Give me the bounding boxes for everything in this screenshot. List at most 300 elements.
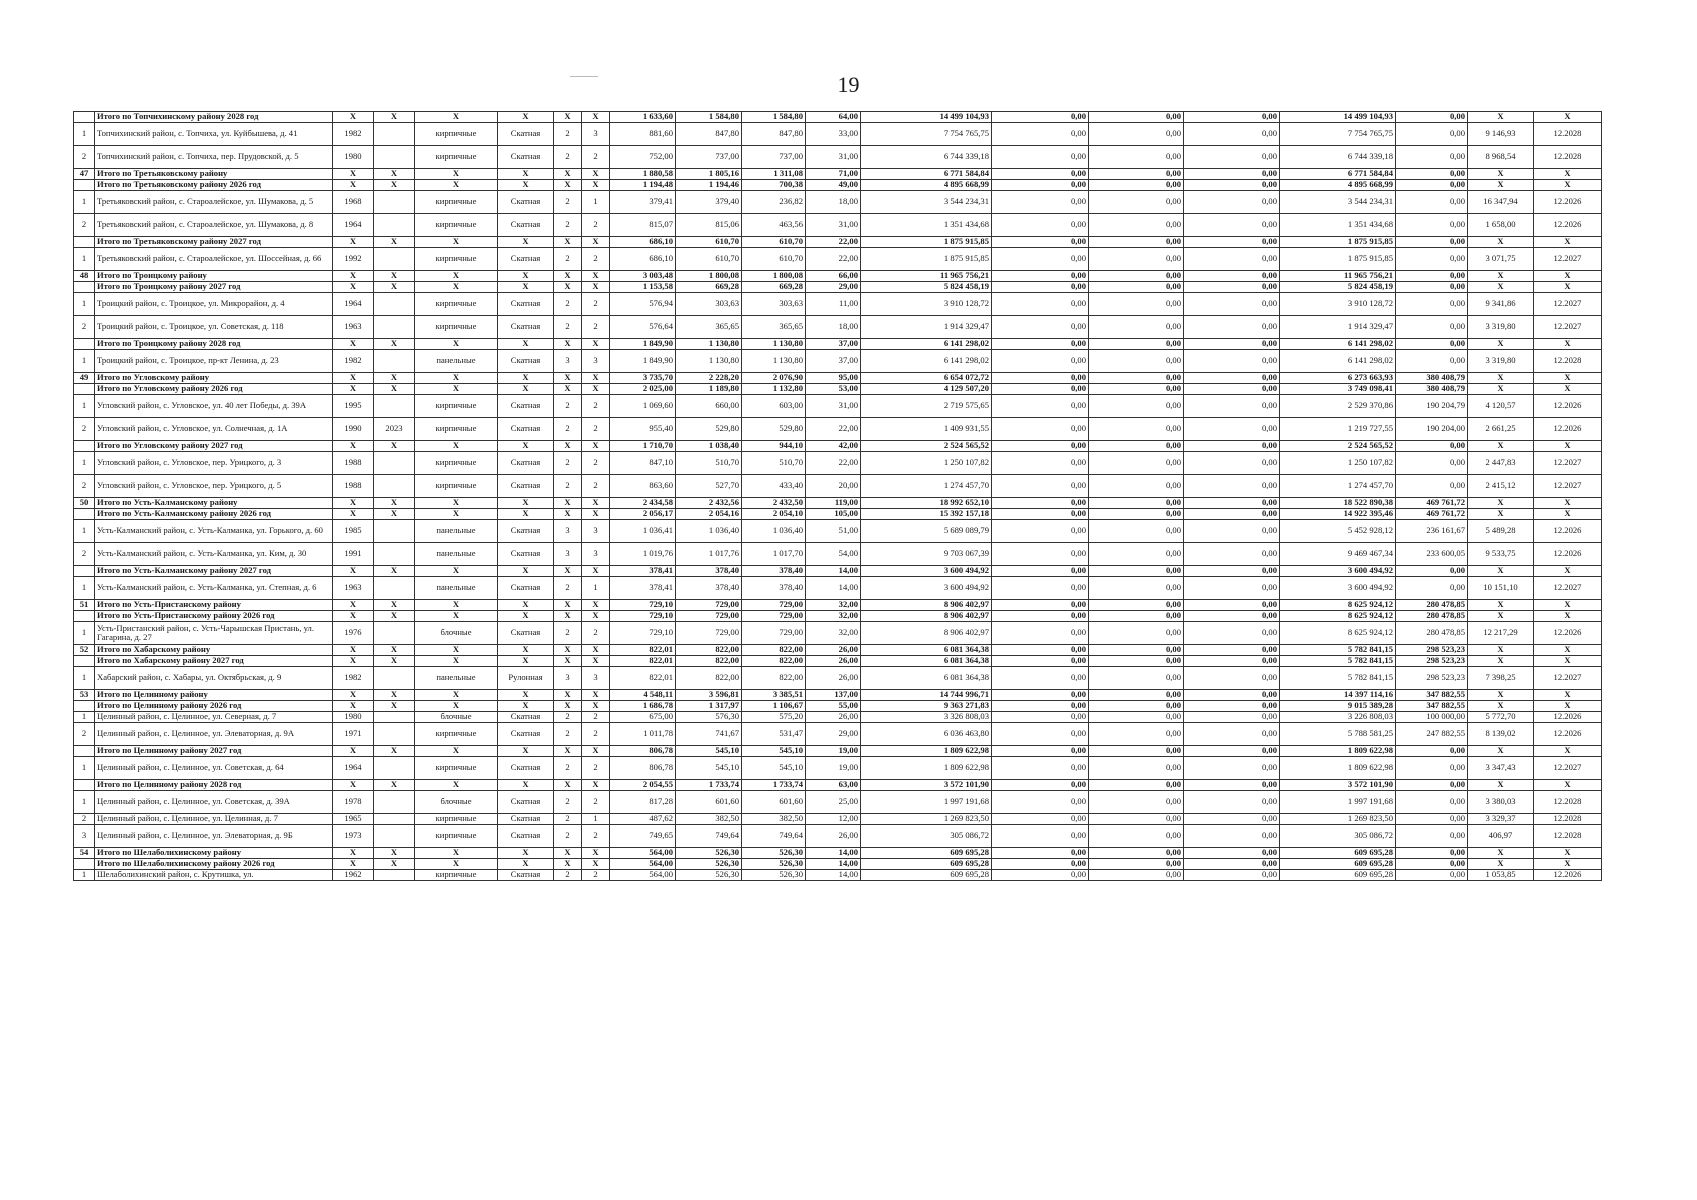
subtotal-row: [74, 600, 1602, 611]
subtotal-row: [74, 498, 1602, 509]
cell-total-cost: 14 499 104,93: [861, 112, 992, 123]
cell-total-cost: 1 274 457,70: [861, 475, 992, 498]
cell-private-area: 1 036,40: [742, 520, 806, 543]
cell-private-area: 526,30: [742, 859, 806, 870]
cell-unit-cost: X: [1468, 169, 1534, 180]
cell-regional-budget: 0,00: [1089, 870, 1184, 881]
cell-residents: 53,00: [806, 384, 861, 395]
cell-local-budget: 0,00: [1184, 791, 1280, 814]
cell-residential-area: 510,70: [676, 452, 742, 475]
cell-completion-date: X: [1534, 780, 1602, 791]
cell-regional-budget: 0,00: [1089, 757, 1184, 780]
cell-year-built: 1964: [333, 293, 374, 316]
cell-roof-type: Скатная: [498, 146, 554, 169]
cell-local-budget: 0,00: [1184, 169, 1280, 180]
cell-roof-type: X: [498, 373, 554, 384]
cell-completion-date: 12.2026: [1534, 723, 1602, 746]
cell-wall-material: X: [415, 859, 498, 870]
subtotal-row: [74, 566, 1602, 577]
cell-unit-cost: X: [1468, 441, 1534, 452]
cell-row-number: [74, 859, 95, 870]
cell-other-funds: 380 408,79: [1396, 384, 1468, 395]
subtotal-row: [74, 373, 1602, 384]
cell-roof-type: X: [498, 112, 554, 123]
cell-year-reconstructed: [374, 520, 415, 543]
cell-fund-support: 0,00: [992, 293, 1089, 316]
cell-private-area: 729,00: [742, 611, 806, 622]
cell-row-number: [74, 384, 95, 395]
cell-total-area: 955,40: [610, 418, 676, 441]
cell-fund-support: 0,00: [992, 656, 1089, 667]
cell-year-built: 1968: [333, 191, 374, 214]
cell-wall-material: панельные: [415, 667, 498, 690]
cell-fund-support: 0,00: [992, 350, 1089, 373]
cell-local-budget: 0,00: [1184, 282, 1280, 293]
cell-residential-area: 729,00: [676, 611, 742, 622]
cell-address: Итого по Усть-Пристанскому району: [95, 600, 333, 611]
cell-residents: 95,00: [806, 373, 861, 384]
cell-entrances: 2: [582, 214, 610, 237]
subtotal-row: [74, 271, 1602, 282]
cell-roof-type: Рулонная: [498, 667, 554, 690]
cell-regional-budget: 0,00: [1089, 622, 1184, 645]
cell-other-funds: 469 761,72: [1396, 498, 1468, 509]
cell-regional-budget: 0,00: [1089, 859, 1184, 870]
cell-total-cost: 3 600 494,92: [861, 577, 992, 600]
cell-entrances: 2: [582, 475, 610, 498]
cell-fund-support: 0,00: [992, 169, 1089, 180]
cell-wall-material: панельные: [415, 350, 498, 373]
cell-completion-date: X: [1534, 690, 1602, 701]
cell-other-funds: 0,00: [1396, 339, 1468, 350]
cell-year-built: X: [333, 780, 374, 791]
cell-roof-type: Скатная: [498, 293, 554, 316]
cell-row-number: 1: [74, 350, 95, 373]
cell-unit-cost: X: [1468, 339, 1534, 350]
cell-residents: 12,00: [806, 814, 861, 825]
cell-owners-funds: 3 600 494,92: [1280, 566, 1396, 577]
cell-year-reconstructed: [374, 825, 415, 848]
cell-roof-type: X: [498, 169, 554, 180]
cell-address: Целинный район, с. Целинное, ул. Советская, д. 64: [95, 757, 333, 780]
cell-private-area: 3 385,51: [742, 690, 806, 701]
cell-year-reconstructed: [374, 667, 415, 690]
cell-floors: 2: [554, 452, 582, 475]
cell-owners-funds: 9 015 389,28: [1280, 701, 1396, 712]
cell-residents: 22,00: [806, 248, 861, 271]
cell-residents: 54,00: [806, 543, 861, 566]
cell-fund-support: 0,00: [992, 870, 1089, 881]
cell-roof-type: X: [498, 498, 554, 509]
cell-owners-funds: 3 749 098,41: [1280, 384, 1396, 395]
cell-residents: 26,00: [806, 645, 861, 656]
cell-completion-date: X: [1534, 441, 1602, 452]
cell-total-area: 576,64: [610, 316, 676, 339]
cell-other-funds: 298 523,23: [1396, 645, 1468, 656]
cell-row-number: [74, 746, 95, 757]
cell-residential-area: 610,70: [676, 248, 742, 271]
cell-residential-area: 382,50: [676, 814, 742, 825]
cell-private-area: 729,00: [742, 600, 806, 611]
cell-fund-support: 0,00: [992, 566, 1089, 577]
cell-regional-budget: 0,00: [1089, 271, 1184, 282]
cell-total-cost: 9 363 271,83: [861, 701, 992, 712]
cell-roof-type: X: [498, 180, 554, 191]
cell-floors: X: [554, 600, 582, 611]
cell-owners-funds: 1 250 107,82: [1280, 452, 1396, 475]
cell-year-built: 1973: [333, 825, 374, 848]
cell-residents: 64,00: [806, 112, 861, 123]
cell-residents: 49,00: [806, 180, 861, 191]
cell-floors: X: [554, 848, 582, 859]
cell-entrances: X: [582, 112, 610, 123]
cell-regional-budget: 0,00: [1089, 282, 1184, 293]
cell-residents: 37,00: [806, 339, 861, 350]
cell-owners-funds: 8 625 924,12: [1280, 611, 1396, 622]
cell-private-area: 545,10: [742, 757, 806, 780]
cell-total-area: 817,28: [610, 791, 676, 814]
cell-year-built: 1964: [333, 214, 374, 237]
cell-local-budget: 0,00: [1184, 339, 1280, 350]
cell-unit-cost: 9 146,93: [1468, 123, 1534, 146]
cell-owners-funds: 3 226 808,03: [1280, 712, 1396, 723]
cell-total-area: 686,10: [610, 237, 676, 248]
cell-fund-support: 0,00: [992, 690, 1089, 701]
cell-total-area: 729,10: [610, 600, 676, 611]
cell-regional-budget: 0,00: [1089, 746, 1184, 757]
cell-year-built: X: [333, 441, 374, 452]
cell-completion-date: 12.2028: [1534, 146, 1602, 169]
cell-residential-area: 1 036,40: [676, 520, 742, 543]
cell-regional-budget: 0,00: [1089, 146, 1184, 169]
cell-other-funds: 0,00: [1396, 452, 1468, 475]
cell-year-reconstructed: [374, 475, 415, 498]
cell-address: Усть-Калманский район, с. Усть-Калманка, ул. Горького, д. 60: [95, 520, 333, 543]
cell-year-built: X: [333, 859, 374, 870]
cell-floors: 2: [554, 723, 582, 746]
cell-floors: X: [554, 282, 582, 293]
cell-floors: X: [554, 746, 582, 757]
cell-year-built: X: [333, 611, 374, 622]
cell-row-number: 2: [74, 316, 95, 339]
cell-roof-type: X: [498, 690, 554, 701]
cell-owners-funds: 1 809 622,98: [1280, 757, 1396, 780]
cell-residential-area: 378,40: [676, 577, 742, 600]
cell-total-cost: 6 081 364,38: [861, 645, 992, 656]
cell-residential-area: 822,00: [676, 667, 742, 690]
cell-year-reconstructed: X: [374, 498, 415, 509]
cell-year-reconstructed: [374, 712, 415, 723]
cell-entrances: 2: [582, 418, 610, 441]
cell-year-reconstructed: X: [374, 373, 415, 384]
cell-residential-area: 815,06: [676, 214, 742, 237]
cell-regional-budget: 0,00: [1089, 112, 1184, 123]
cell-year-reconstructed: [374, 350, 415, 373]
cell-year-built: X: [333, 384, 374, 395]
cell-wall-material: X: [415, 112, 498, 123]
cell-fund-support: 0,00: [992, 441, 1089, 452]
cell-year-built: X: [333, 600, 374, 611]
cell-completion-date: 12.2028: [1534, 791, 1602, 814]
cell-floors: X: [554, 498, 582, 509]
cell-private-area: 1 017,70: [742, 543, 806, 566]
cell-other-funds: 0,00: [1396, 780, 1468, 791]
cell-private-area: 2 076,90: [742, 373, 806, 384]
cell-private-area: 737,00: [742, 146, 806, 169]
cell-other-funds: 190 204,00: [1396, 418, 1468, 441]
cell-residents: 26,00: [806, 667, 861, 690]
cell-address: Итого по Угловскому району 2027 год: [95, 441, 333, 452]
cell-total-area: 378,41: [610, 566, 676, 577]
cell-entrances: X: [582, 848, 610, 859]
cell-regional-budget: 0,00: [1089, 498, 1184, 509]
cell-entrances: 3: [582, 667, 610, 690]
cell-fund-support: 0,00: [992, 645, 1089, 656]
cell-residential-area: 1 017,76: [676, 543, 742, 566]
cell-year-built: 1982: [333, 350, 374, 373]
cell-local-budget: 0,00: [1184, 395, 1280, 418]
cell-row-number: [74, 566, 95, 577]
table-row: [74, 475, 1602, 498]
cell-unit-cost: X: [1468, 701, 1534, 712]
cell-entrances: 3: [582, 543, 610, 566]
cell-regional-budget: 0,00: [1089, 191, 1184, 214]
cell-private-area: 603,00: [742, 395, 806, 418]
cell-row-number: 52: [74, 645, 95, 656]
cell-regional-budget: 0,00: [1089, 701, 1184, 712]
cell-entrances: X: [582, 373, 610, 384]
cell-year-built: X: [333, 339, 374, 350]
cell-year-reconstructed: [374, 723, 415, 746]
cell-roof-type: X: [498, 566, 554, 577]
cell-other-funds: 0,00: [1396, 180, 1468, 191]
cell-local-budget: 0,00: [1184, 293, 1280, 316]
cell-owners-funds: 1 809 622,98: [1280, 746, 1396, 757]
cell-residential-area: 1 733,74: [676, 780, 742, 791]
table-row: [74, 395, 1602, 418]
cell-completion-date: X: [1534, 112, 1602, 123]
cell-local-budget: 0,00: [1184, 645, 1280, 656]
cell-year-built: 1982: [333, 123, 374, 146]
cell-unit-cost: X: [1468, 282, 1534, 293]
cell-roof-type: X: [498, 600, 554, 611]
cell-wall-material: X: [415, 600, 498, 611]
cell-completion-date: 12.2027: [1534, 293, 1602, 316]
cell-year-reconstructed: X: [374, 656, 415, 667]
cell-fund-support: 0,00: [992, 498, 1089, 509]
cell-total-area: 1 633,60: [610, 112, 676, 123]
cell-residents: 55,00: [806, 701, 861, 712]
table-row: [74, 316, 1602, 339]
cell-wall-material: кирпичные: [415, 825, 498, 848]
cell-address: Итого по Троицкому району: [95, 271, 333, 282]
subtotal-row: [74, 656, 1602, 667]
cell-owners-funds: 6 141 298,02: [1280, 350, 1396, 373]
cell-residents: 19,00: [806, 746, 861, 757]
cell-completion-date: X: [1534, 180, 1602, 191]
cell-year-built: X: [333, 690, 374, 701]
cell-private-area: 433,40: [742, 475, 806, 498]
cell-completion-date: 12.2026: [1534, 418, 1602, 441]
cell-total-cost: 609 695,28: [861, 848, 992, 859]
cell-residents: 18,00: [806, 191, 861, 214]
cell-address: Итого по Третьяковскому району 2027 год: [95, 237, 333, 248]
cell-floors: X: [554, 566, 582, 577]
cell-wall-material: X: [415, 237, 498, 248]
cell-year-built: X: [333, 509, 374, 520]
cell-owners-funds: 3 910 128,72: [1280, 293, 1396, 316]
cell-residential-area: 1 194,46: [676, 180, 742, 191]
cell-residents: 66,00: [806, 271, 861, 282]
cell-address: Троицкий район, с. Троицкое, пр-кт Ленина, д. 23: [95, 350, 333, 373]
cell-row-number: 3: [74, 825, 95, 848]
cell-floors: X: [554, 169, 582, 180]
cell-fund-support: 0,00: [992, 701, 1089, 712]
cell-residents: 51,00: [806, 520, 861, 543]
cell-row-number: [74, 509, 95, 520]
cell-entrances: 2: [582, 723, 610, 746]
cell-other-funds: 298 523,23: [1396, 667, 1468, 690]
cell-wall-material: кирпичные: [415, 452, 498, 475]
cell-year-reconstructed: X: [374, 282, 415, 293]
cell-floors: 2: [554, 622, 582, 645]
cell-address: Целинный район, с. Целинное, ул. Северная, д. 7: [95, 712, 333, 723]
cell-total-cost: 8 906 402,97: [861, 622, 992, 645]
cell-total-area: 1 686,78: [610, 701, 676, 712]
cell-private-area: 700,38: [742, 180, 806, 191]
cell-regional-budget: 0,00: [1089, 566, 1184, 577]
cell-row-number: [74, 656, 95, 667]
cell-address: Третьяковский район, с. Староалейское, ул. Шумакова, д. 8: [95, 214, 333, 237]
cell-private-area: 1 130,80: [742, 339, 806, 350]
cell-floors: 2: [554, 757, 582, 780]
cell-row-number: [74, 611, 95, 622]
cell-owners-funds: 5 782 841,15: [1280, 656, 1396, 667]
cell-residents: 11,00: [806, 293, 861, 316]
cell-floors: X: [554, 373, 582, 384]
cell-regional-budget: 0,00: [1089, 712, 1184, 723]
cell-local-budget: 0,00: [1184, 656, 1280, 667]
cell-address: Угловский район, с. Угловское, ул. 40 лет Победы, д. 39А: [95, 395, 333, 418]
cell-total-area: 1 194,48: [610, 180, 676, 191]
cell-total-cost: 6 036 463,80: [861, 723, 992, 746]
cell-entrances: X: [582, 600, 610, 611]
table-row: [74, 350, 1602, 373]
cell-private-area: 545,10: [742, 746, 806, 757]
cell-year-built: 1963: [333, 316, 374, 339]
cell-year-reconstructed: 2023: [374, 418, 415, 441]
cell-other-funds: 0,00: [1396, 848, 1468, 859]
cell-floors: X: [554, 271, 582, 282]
cell-residential-area: 545,10: [676, 757, 742, 780]
cell-owners-funds: 5 788 581,25: [1280, 723, 1396, 746]
cell-total-cost: 1 809 622,98: [861, 746, 992, 757]
cell-private-area: 1 106,67: [742, 701, 806, 712]
cell-residential-area: 303,63: [676, 293, 742, 316]
cell-unit-cost: X: [1468, 566, 1534, 577]
cell-other-funds: 298 523,23: [1396, 656, 1468, 667]
cell-total-cost: 18 992 652,10: [861, 498, 992, 509]
cell-regional-budget: 0,00: [1089, 509, 1184, 520]
cell-private-area: 378,40: [742, 577, 806, 600]
cell-wall-material: X: [415, 384, 498, 395]
cell-address: Хабарский район, с. Хабары, ул. Октябрьская, д. 9: [95, 667, 333, 690]
cell-local-budget: 0,00: [1184, 316, 1280, 339]
cell-year-built: X: [333, 180, 374, 191]
cell-total-area: 729,10: [610, 622, 676, 645]
cell-roof-type: Скатная: [498, 418, 554, 441]
cell-regional-budget: 0,00: [1089, 384, 1184, 395]
cell-wall-material: кирпичные: [415, 395, 498, 418]
cell-year-reconstructed: [374, 395, 415, 418]
cell-unit-cost: 9 533,75: [1468, 543, 1534, 566]
cell-private-area: 382,50: [742, 814, 806, 825]
cell-residents: 42,00: [806, 441, 861, 452]
cell-completion-date: X: [1534, 701, 1602, 712]
cell-completion-date: X: [1534, 566, 1602, 577]
cell-roof-type: Скатная: [498, 214, 554, 237]
cell-year-reconstructed: X: [374, 180, 415, 191]
cell-unit-cost: 10 151,10: [1468, 577, 1534, 600]
cell-private-area: 610,70: [742, 237, 806, 248]
cell-floors: X: [554, 690, 582, 701]
cell-owners-funds: 1 875 915,85: [1280, 237, 1396, 248]
cell-entrances: 2: [582, 825, 610, 848]
cell-owners-funds: 609 695,28: [1280, 848, 1396, 859]
cell-entrances: X: [582, 701, 610, 712]
cell-unit-cost: 1 053,85: [1468, 870, 1534, 881]
table-row: [74, 791, 1602, 814]
cell-other-funds: 0,00: [1396, 757, 1468, 780]
cell-entrances: 2: [582, 316, 610, 339]
cell-address: Итого по Хабарскому району: [95, 645, 333, 656]
cell-other-funds: 0,00: [1396, 859, 1468, 870]
cell-local-budget: 0,00: [1184, 543, 1280, 566]
cell-wall-material: X: [415, 509, 498, 520]
cell-regional-budget: 0,00: [1089, 123, 1184, 146]
cell-total-area: 3 003,48: [610, 271, 676, 282]
cell-entrances: X: [582, 780, 610, 791]
cell-entrances: X: [582, 282, 610, 293]
cell-roof-type: X: [498, 848, 554, 859]
cell-residents: 19,00: [806, 757, 861, 780]
cell-row-number: [74, 237, 95, 248]
cell-row-number: 1: [74, 191, 95, 214]
cell-local-budget: 0,00: [1184, 859, 1280, 870]
housing-repair-table: [73, 111, 1602, 881]
cell-total-area: 752,00: [610, 146, 676, 169]
cell-completion-date: X: [1534, 237, 1602, 248]
cell-floors: 2: [554, 712, 582, 723]
cell-year-built: X: [333, 282, 374, 293]
cell-address: Итого по Хабарскому району 2027 год: [95, 656, 333, 667]
cell-total-cost: 3 326 808,03: [861, 712, 992, 723]
cell-owners-funds: 609 695,28: [1280, 870, 1396, 881]
cell-year-built: X: [333, 746, 374, 757]
subtotal-row: [74, 384, 1602, 395]
cell-wall-material: кирпичные: [415, 214, 498, 237]
cell-total-cost: 305 086,72: [861, 825, 992, 848]
cell-residents: 32,00: [806, 611, 861, 622]
cell-unit-cost: 2 661,25: [1468, 418, 1534, 441]
cell-year-built: X: [333, 237, 374, 248]
cell-completion-date: 12.2027: [1534, 577, 1602, 600]
cell-unit-cost: X: [1468, 600, 1534, 611]
cell-address: Итого по Целинному району 2028 год: [95, 780, 333, 791]
cell-regional-budget: 0,00: [1089, 825, 1184, 848]
cell-roof-type: X: [498, 237, 554, 248]
cell-completion-date: 12.2027: [1534, 475, 1602, 498]
